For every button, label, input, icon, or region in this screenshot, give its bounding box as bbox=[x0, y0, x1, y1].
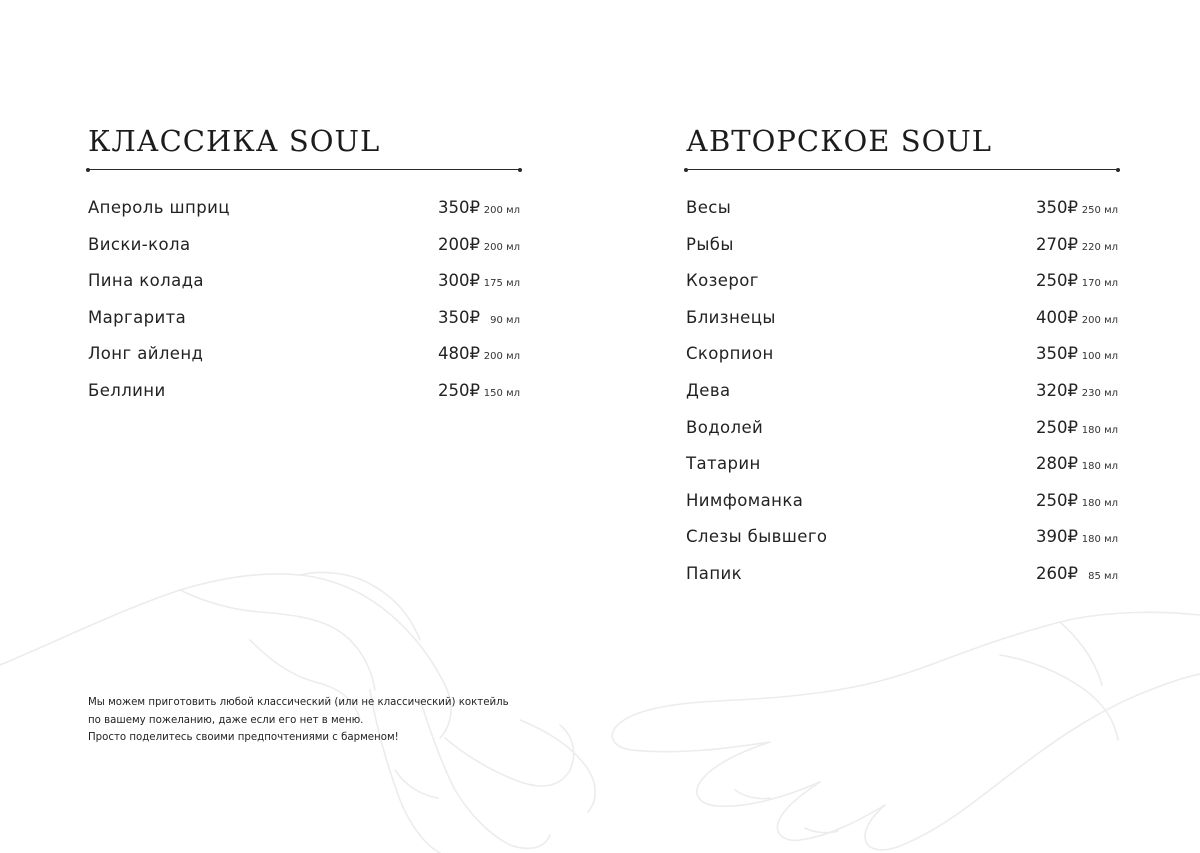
footnote-line: Мы можем приготовить любой классический (или не классический) коктейль bbox=[88, 697, 509, 708]
item-volume: 200 мл bbox=[483, 205, 520, 216]
item-price: 480₽ bbox=[438, 344, 480, 364]
item-volume: 180 мл bbox=[1081, 534, 1118, 546]
item-volume: 180 мл bbox=[1081, 461, 1118, 473]
item-name: Дева bbox=[686, 380, 731, 400]
item-price: 250₽ bbox=[1036, 271, 1078, 291]
item-name: Пина колада bbox=[88, 271, 204, 291]
item-name: Папик bbox=[686, 563, 742, 583]
item-price: 400₽ bbox=[1036, 307, 1078, 327]
item-name: Скорпион bbox=[686, 344, 774, 364]
menu-item bbox=[686, 564, 1118, 601]
section-title-classic: КЛАССИКА SOUL bbox=[88, 124, 381, 158]
title-divider bbox=[88, 169, 520, 170]
menu-item bbox=[88, 271, 520, 308]
item-name: Беллини bbox=[88, 380, 166, 400]
menu-item bbox=[686, 527, 1118, 564]
item-name: Рыбы bbox=[686, 234, 734, 254]
item-volume: 220 мл bbox=[1081, 241, 1118, 253]
footnote-line: по вашему пожеланию, даже если его нет в меню. bbox=[88, 714, 364, 726]
item-name: Слезы бывшего bbox=[686, 527, 828, 547]
item-price: 250₽ bbox=[1036, 490, 1078, 510]
item-price: 390₽ bbox=[1036, 527, 1078, 547]
menu-item bbox=[686, 381, 1118, 418]
menu-item bbox=[686, 491, 1118, 528]
item-name: Близнецы bbox=[686, 307, 776, 327]
menu-list-signature bbox=[686, 198, 1118, 601]
item-volume: 200 мл bbox=[483, 351, 520, 363]
item-price: 270₽ bbox=[1036, 234, 1078, 254]
menu-item bbox=[686, 271, 1118, 308]
item-name: Водолей bbox=[686, 417, 764, 437]
item-price: 200₽ bbox=[438, 234, 480, 254]
signature-section bbox=[686, 120, 1118, 601]
menu-item bbox=[686, 235, 1118, 272]
item-volume: 230 мл bbox=[1081, 387, 1118, 399]
section-title-signature: АВТОРСКОЕ SOUL bbox=[686, 124, 993, 158]
menu-item bbox=[686, 198, 1118, 235]
menu-list-classic bbox=[88, 198, 520, 418]
item-price: 280₽ bbox=[1036, 454, 1078, 474]
item-price: 250₽ bbox=[438, 380, 480, 400]
item-name: Виски-кола bbox=[88, 234, 191, 254]
item-volume: 170 мл bbox=[1081, 278, 1118, 290]
menu-item bbox=[88, 344, 520, 381]
item-price: 260₽ bbox=[1036, 563, 1078, 583]
item-volume: 200 мл bbox=[1081, 314, 1118, 326]
item-volume: 175 мл bbox=[483, 278, 520, 290]
item-volume: 100 мл bbox=[1081, 351, 1118, 363]
item-name: Татарин bbox=[686, 454, 761, 474]
item-volume: 150 мл bbox=[483, 387, 520, 399]
item-volume: 90 мл bbox=[490, 314, 520, 326]
item-name: Маргарита bbox=[88, 307, 187, 327]
menu-item bbox=[686, 418, 1118, 455]
item-name: Нимфоманка bbox=[686, 490, 804, 510]
menu-item bbox=[686, 308, 1118, 345]
footnote bbox=[88, 694, 548, 747]
item-volume: 180 мл bbox=[1081, 497, 1118, 509]
menu-item bbox=[686, 454, 1118, 491]
menu-item bbox=[88, 381, 520, 418]
item-name: Апероль шприц bbox=[88, 198, 230, 217]
menu-item bbox=[88, 198, 520, 235]
item-price: 350₽ bbox=[438, 198, 480, 217]
item-volume: 85 мл bbox=[1088, 570, 1118, 582]
item-name: Лонг айленд bbox=[88, 344, 204, 364]
item-price: 300₽ bbox=[438, 271, 480, 291]
item-volume: 200 мл bbox=[483, 241, 520, 253]
item-price: 350₽ bbox=[1036, 344, 1078, 364]
menu-item bbox=[88, 308, 520, 345]
menu-item bbox=[88, 235, 520, 272]
item-price: 320₽ bbox=[1036, 380, 1078, 400]
item-price: 250₽ bbox=[1036, 417, 1078, 437]
classic-section bbox=[88, 120, 520, 418]
menu-item bbox=[686, 344, 1118, 381]
title-divider bbox=[686, 169, 1118, 170]
item-name: Весы bbox=[686, 198, 732, 217]
footnote-line: Просто поделитесь своими предпочтениями с барменом! bbox=[88, 732, 399, 743]
item-volume: 250 мл bbox=[1081, 205, 1118, 216]
item-price: 350₽ bbox=[1036, 198, 1078, 217]
item-name: Козерог bbox=[686, 271, 759, 291]
item-volume: 180 мл bbox=[1081, 424, 1118, 436]
item-price: 350₽ bbox=[438, 307, 480, 327]
